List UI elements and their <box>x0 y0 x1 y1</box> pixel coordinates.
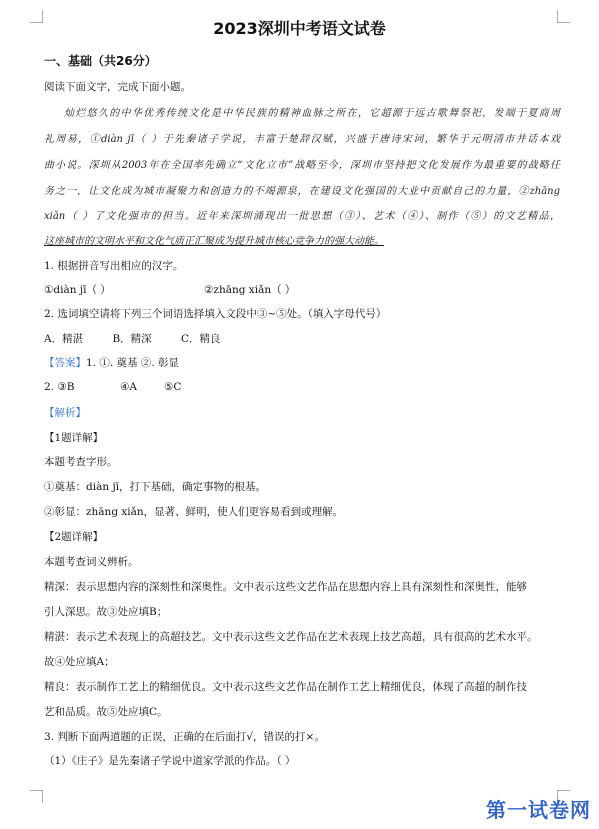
sub2-label: 【2题详解】 <box>44 531 104 543</box>
question-2-options <box>44 331 221 346</box>
option-b: B．精深 <box>112 333 152 345</box>
sub1-line: ②彰显：zhāng xiǎn，显著、鲜明，使人们更容易看到或理解。 <box>44 506 344 518</box>
sub2-line: 引人深思。故③处应填B； <box>44 606 168 618</box>
sub1-line: ①奠基：diàn jī，打下基础，确定事物的根基。 <box>44 481 267 493</box>
sub2-line: 艺和品质。故⑤处应填C。 <box>44 706 168 718</box>
crop-mark-bottom-left <box>30 790 43 803</box>
option-c: C．精良 <box>181 333 221 345</box>
sub2-line: 精良：表示制作工艺上的精细优良。文中表示这些文艺作品在制作工艺上精细优良，体现了高超的制作技 <box>44 681 527 693</box>
sub1-line: 本题考查字形。 <box>44 456 118 468</box>
answer-1 <box>44 355 179 370</box>
option-a: A．精湛 <box>44 333 84 345</box>
passage-line: 礼周易，①diàn jī（ ）于先秦诸子学说，丰富于楚辞汉赋，兴盛于唐诗宋词，繁华于元明清市井话本戏 <box>44 134 560 145</box>
instruction: 阅读下面文字，完成下面小题。 <box>44 81 191 93</box>
sub1-label: 【1题详解】 <box>44 432 104 444</box>
answer-2-item: ④A <box>120 381 137 393</box>
passage-line: 曲小说。深圳从2003年在全国率先确立“文化立市”战略至今，深圳市坚持把文化发展作为最重要的战略任 <box>44 160 560 171</box>
page-title: 2023深圳中考语文试卷 <box>213 19 386 38</box>
passage-line: xiǎn（ ）了文化强市的担当。近年来深圳涌现出一批思想（③）、艺术（④）、制作（⑤）的文艺精品， <box>44 211 560 222</box>
question-1: 1. 根据拼音写出相应的汉字。 <box>44 260 184 272</box>
answer-2-item: 2. ③B <box>44 381 75 393</box>
sub2-line: 本题考查词义辨析。 <box>44 556 139 568</box>
answer-label: 【答案】 <box>44 357 86 369</box>
question-3-1: （1）《庄子》是先秦诸子学说中道家学派的作品。（ ） <box>44 755 296 767</box>
answer-2 <box>44 381 181 393</box>
answer-2-item: ⑤C <box>164 381 182 393</box>
passage-line: 灿烂悠久的中华优秀传统文化是中华民族的精神血脉之所在，它超源于远古歌舞祭祀，发端于夏商周 <box>64 108 560 119</box>
question-1-blank: ②zhāng xiǎn（ ） <box>204 284 296 296</box>
sub2-line: 故④处应填A； <box>44 656 115 668</box>
question-2: 2. 选词填空请将下列三个词语选择填入文段中③~⑤处。（填入字母代号） <box>44 308 387 320</box>
question-3: 3. 判断下面两道题的正误，正确的在后面打√，错误的打×。 <box>44 731 325 743</box>
sub2-line: 精深：表示思想内容的深刻性和深奥性。文中表示这些文艺作品在思想内容上具有深刻性和深奥性，能够 <box>44 581 527 593</box>
answer-1-text: 1. ①. 奠基 ②. 彰显 <box>86 357 180 369</box>
sub2-line: 精湛：表示艺术表现上的高超技艺。文中表示这些文艺作品在艺术表现上技艺高超，具有很高的艺术水平。 <box>44 631 538 643</box>
watermark-logo: 第一试卷网 <box>486 798 591 822</box>
passage-line: 这座城市的文明水平和文化气质正汇聚成为提升城市核心竞争力的强大动能。 <box>44 236 384 247</box>
section-heading: 一、基础（共26分） <box>44 54 157 68</box>
analysis-label: 【解析】 <box>44 407 86 419</box>
passage-line: 务之一，让文化成为城市凝聚力和创造力的不竭源泉，在建设文化强国的大业中贡献自己的力量，②zhāng <box>44 186 560 197</box>
question-1-blank: ①diàn jī（ ） <box>44 284 111 296</box>
